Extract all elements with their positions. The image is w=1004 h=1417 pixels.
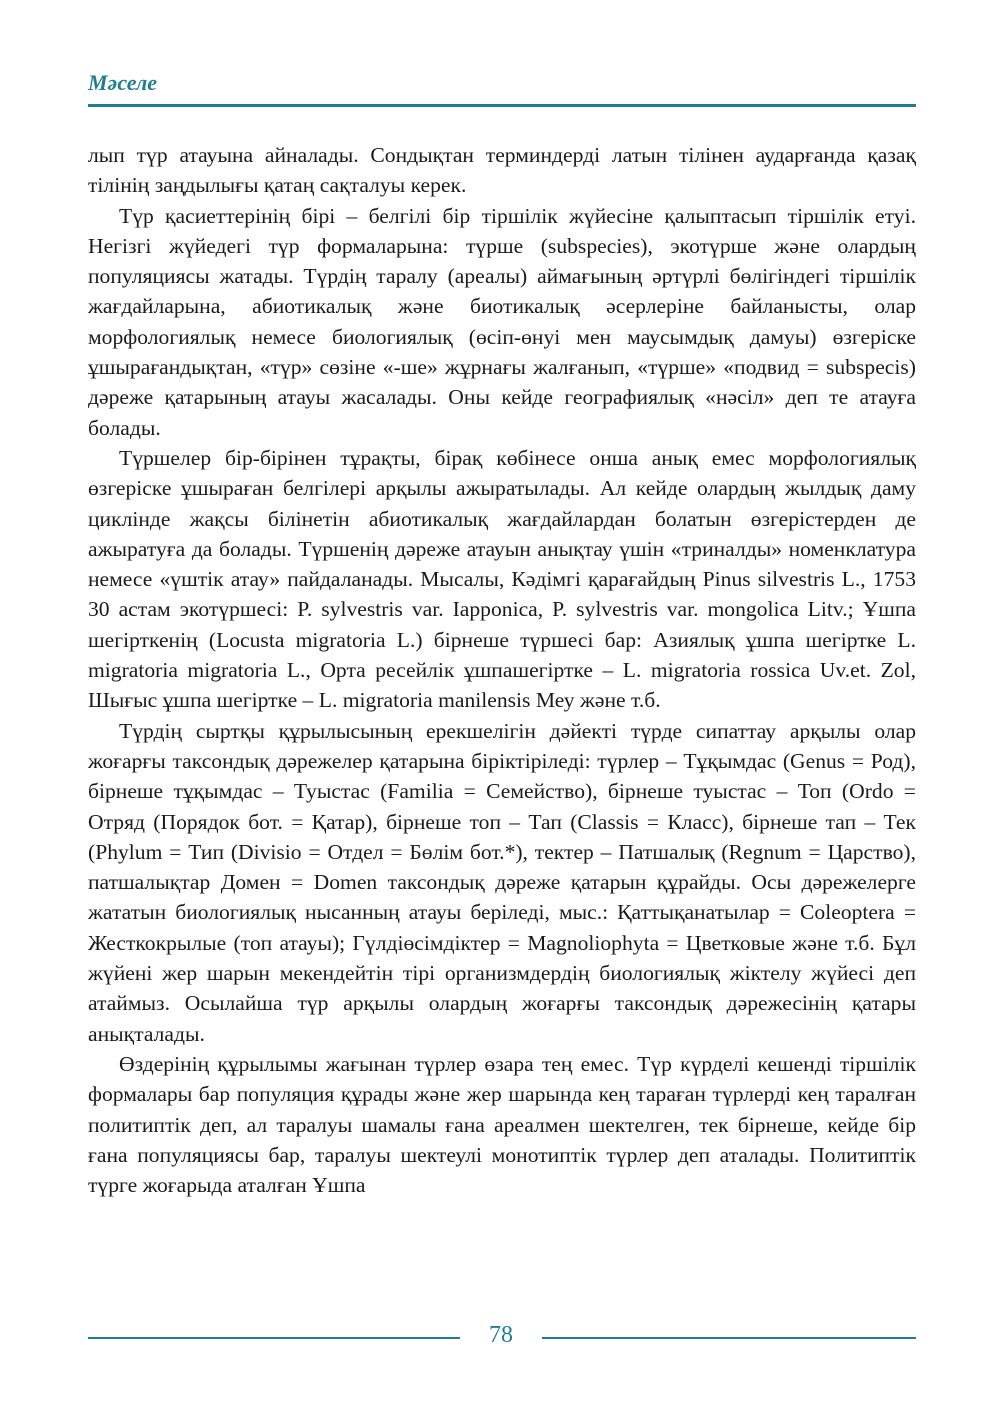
- paragraph-2: Түр қасиеттерінің бірі – белгілі бір тіршілік жүйесіне қалыптасып тіршілік етуі. Негізгі жүйедегі түр формаларына: түрше (subspecies), экотүрше және олардың популяциясы жатады. Түрдің таралу (ареалы) аймағының әртүрлі бөлігіндегі тіршілік жағдайларына, абиотикалық және биотикалық әсерлеріне байланысты, олар морфологиялық немесе биологиялық (өсіп-өнуі мен маусымдық дамуы) өзгеріске ұшырағандықтан, «түр» сөзіне «-ше» жұрнағы жалғанып, «түрше» «подвид = subspecis) дәреже қатарының атауы жасалады. Оны кейде географиялық «нәсіл» деп те атауға болады.: [88, 203, 916, 440]
- paragraph-3: Түршелер бір-бірінен тұрақты, бірақ көбінесе онша анық емес морфологиялық өзгеріске ұшыраған белгілері арқылы ажыратылады. Ал кейде олардың жылдық даму циклінде жақсы білінетін абиотикалық жағдайлардан болатын өзгерістерден де ажыратуға да болады. Түршенің дәреже атауын анықтау үшін «триналды» номенклатура немесе «үштік атау» пайдаланады. Мысалы, Кәдімгі қарағайдың Pinus silvestris L., 1753 30 астам экотүршесі: P. sylvestris var. Iapponica, P. sylvestris var. mongolica Litv.; Ұшпа шегірткенің (Locusta migratoria L.) бірнеше түршесі бар: Азиялық ұшпа шегіртке L. migratoria migratoria L., Орта ресейлік ұшпашегіртке – L. migratoria rossica Uv.et. Zol, Шығыс ұшпа шегіртке – L. migratoria manilensis Меу және т.б.: [88, 445, 916, 713]
- paragraph-1: лып түр атауына айналады. Сондықтан терминдерді латын тілінен аударғанда қазақ тілінің заңдылығы қатаң сақталуы керек.: [88, 143, 916, 198]
- section-title: Мәселе: [88, 70, 158, 95]
- header-divider: [88, 104, 916, 107]
- page-number: 78: [489, 1322, 513, 1348]
- footer-divider-right: [542, 1337, 916, 1339]
- body-text: [88, 140, 916, 1200]
- paragraph-5: Өздерінің құрылымы жағынан түрлер өзара тең емес. Түр күрделі кешенді тіршілік формалары бар популяция құрады және жер шарында кең тараған түрлерді кең таралған политиптік деп, ал таралуы шамалы ғана ареалмен шектелген, тек бірнеше, кейде бір ғана популяциясы бар, таралуы шектеулі монотиптік түрлер деп аталады. Политиптік түрге жоғарыда аталған Ұшпа: [88, 1051, 916, 1198]
- paragraph-4: Түрдің сыртқы құрылысының ерекшелігін дәйекті түрде сипаттау арқылы олар жоғарғы таксондық дәрежелер қатарына біріктіріледі: түрлер – Тұқымдас (Genus = Род), бірнеше тұқымдас – Туыстас (Familia = Семейство), бірнеше туыстас – Топ (Ordo = Отряд (Порядок бот. = Қатар), бірнеше топ – Тап (Classis = Класс), бірнеше тап – Тек (Phylum = Тип (Divisio = Отдел = Бөлім бот.*), тектер – Патшалық (Regnum = Царство), патшалықтар Домен = Domen таксондық дәреже қатарын құрайды. Осы дәрежелерге жататын биологиялық нысанның атауы беріледі, мыс.: Қаттықанатылар = Coleoptera = Жесткокрылые (топ атауы); Гүлдіөсімдіктер = Magnoliophyta = Цветковые және т.б. Бұл жүйені жер шарын мекендейтін тірі организмдердің биологиялық жіктелу жүйесі деп атаймыз. Осылайша түр арқылы олардың жоғарғы таксондық дәрежесінің қатары анықталады.: [88, 718, 916, 1046]
- footer-divider-left: [88, 1337, 460, 1339]
